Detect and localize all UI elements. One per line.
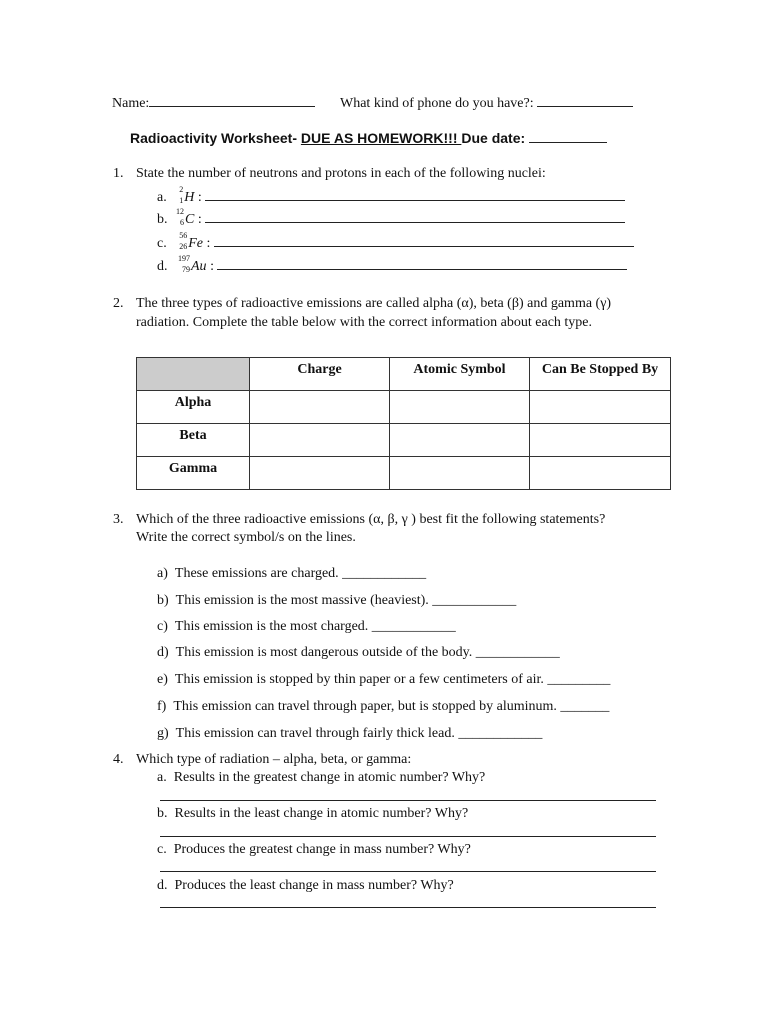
table-cell[interactable] bbox=[530, 424, 671, 457]
table-cell[interactable] bbox=[250, 391, 390, 424]
table-cell[interactable] bbox=[530, 457, 671, 490]
q1-item-b: b. 12 6 C : bbox=[157, 209, 625, 229]
table-cell[interactable] bbox=[250, 457, 390, 490]
q2-number: 2. bbox=[113, 296, 124, 311]
table-cell[interactable] bbox=[390, 457, 530, 490]
table-header-atomic-symbol: Atomic Symbol bbox=[390, 358, 530, 391]
q3-number: 3. bbox=[113, 512, 124, 527]
q1-text: State the number of neutrons and protons in each of the following nuclei: bbox=[136, 166, 546, 181]
worksheet-title bbox=[130, 129, 607, 147]
q4-item-b: b. Results in the least change in atomic number? Why? bbox=[157, 806, 469, 821]
q3-item-g: g) This emission can travel through fairly thick lead. ____________ bbox=[157, 726, 543, 741]
q4-answer-a[interactable] bbox=[160, 800, 656, 801]
phone-line bbox=[340, 93, 633, 113]
q1-answer-b[interactable] bbox=[205, 209, 625, 223]
q4-number: 4. bbox=[113, 752, 124, 767]
row-label-beta: Beta bbox=[137, 424, 250, 457]
q4-answer-c[interactable] bbox=[160, 871, 656, 872]
q3-item-c: c) This emission is the most charged. ____________ bbox=[157, 619, 456, 634]
q3-item-e: e) This emission is stopped by thin paper or a few centimeters of air. _________ bbox=[157, 672, 611, 687]
q3-item-a: a) These emissions are charged. ____________ bbox=[157, 566, 427, 581]
title-part1: Radioactivity Worksheet- bbox=[130, 130, 301, 146]
q3-line2: Write the correct symbol/s on the lines. bbox=[136, 530, 356, 545]
table-corner-cell bbox=[137, 358, 250, 391]
row-label-gamma: Gamma bbox=[137, 457, 250, 490]
phone-field[interactable] bbox=[537, 93, 633, 107]
q4-item-d: d. Produces the least change in mass number? Why? bbox=[157, 878, 454, 893]
q4-answer-d[interactable] bbox=[160, 907, 656, 908]
name-label: Name: bbox=[112, 96, 150, 111]
q3-line1: Which of the three radioactive emissions (α, β, γ ) best fit the following statements? bbox=[136, 512, 606, 527]
q2-line1: The three types of radioactive emissions are called alpha (α), beta (β) and gamma (γ) bbox=[136, 296, 612, 311]
table-row bbox=[137, 391, 671, 424]
q2-line2: radiation. Complete the table below with the correct information about each type. bbox=[136, 315, 593, 330]
q1-item-d: d. 197 79 Au : bbox=[157, 256, 627, 276]
q3-item-d: d) This emission is most dangerous outside of the body. ____________ bbox=[157, 645, 560, 660]
name-line bbox=[112, 93, 315, 113]
q1-item-a: a. 2 1 H : bbox=[157, 187, 625, 207]
q3-item-b: b) This emission is the most massive (heaviest). ____________ bbox=[157, 593, 517, 608]
due-date-field[interactable] bbox=[529, 129, 607, 143]
q1-answer-c[interactable] bbox=[214, 233, 634, 247]
table-cell[interactable] bbox=[250, 424, 390, 457]
nuclide-au: 197 79 Au bbox=[178, 254, 207, 274]
name-field[interactable] bbox=[149, 93, 315, 107]
q4-item-c: c. Produces the greatest change in mass number? Why? bbox=[157, 842, 471, 857]
table-header-stopped-by: Can Be Stopped By bbox=[530, 358, 671, 391]
q4-item-a: a. Results in the greatest change in atomic number? Why? bbox=[157, 770, 486, 785]
table-row bbox=[137, 424, 671, 457]
q1-answer-a[interactable] bbox=[205, 187, 625, 201]
radiation-table bbox=[136, 357, 671, 490]
table-cell[interactable] bbox=[390, 391, 530, 424]
table-cell[interactable] bbox=[390, 424, 530, 457]
title-due-date-label: Due date: bbox=[461, 130, 530, 146]
q1-number: 1. bbox=[113, 166, 124, 181]
nuclide-h: 2 1 H bbox=[179, 185, 195, 205]
q1-answer-d[interactable] bbox=[217, 256, 627, 270]
phone-label: What kind of phone do you have?: bbox=[340, 96, 538, 111]
nuclide-c: 12 6 C bbox=[176, 207, 195, 227]
table-header-charge: Charge bbox=[250, 358, 390, 391]
row-label-alpha: Alpha bbox=[137, 391, 250, 424]
table-cell[interactable] bbox=[530, 391, 671, 424]
q1-item-c: c. 56 26 Fe : bbox=[157, 233, 634, 253]
q3-item-f: f) This emission can travel through paper, but is stopped by aluminum. _______ bbox=[157, 699, 610, 714]
table-row bbox=[137, 457, 671, 490]
q4-text: Which type of radiation – alpha, beta, or gamma: bbox=[136, 752, 412, 767]
title-homework: DUE AS HOMEWORK!!! bbox=[300, 130, 462, 146]
nuclide-fe: 56 26 Fe bbox=[179, 231, 203, 251]
q4-answer-b[interactable] bbox=[160, 836, 656, 837]
